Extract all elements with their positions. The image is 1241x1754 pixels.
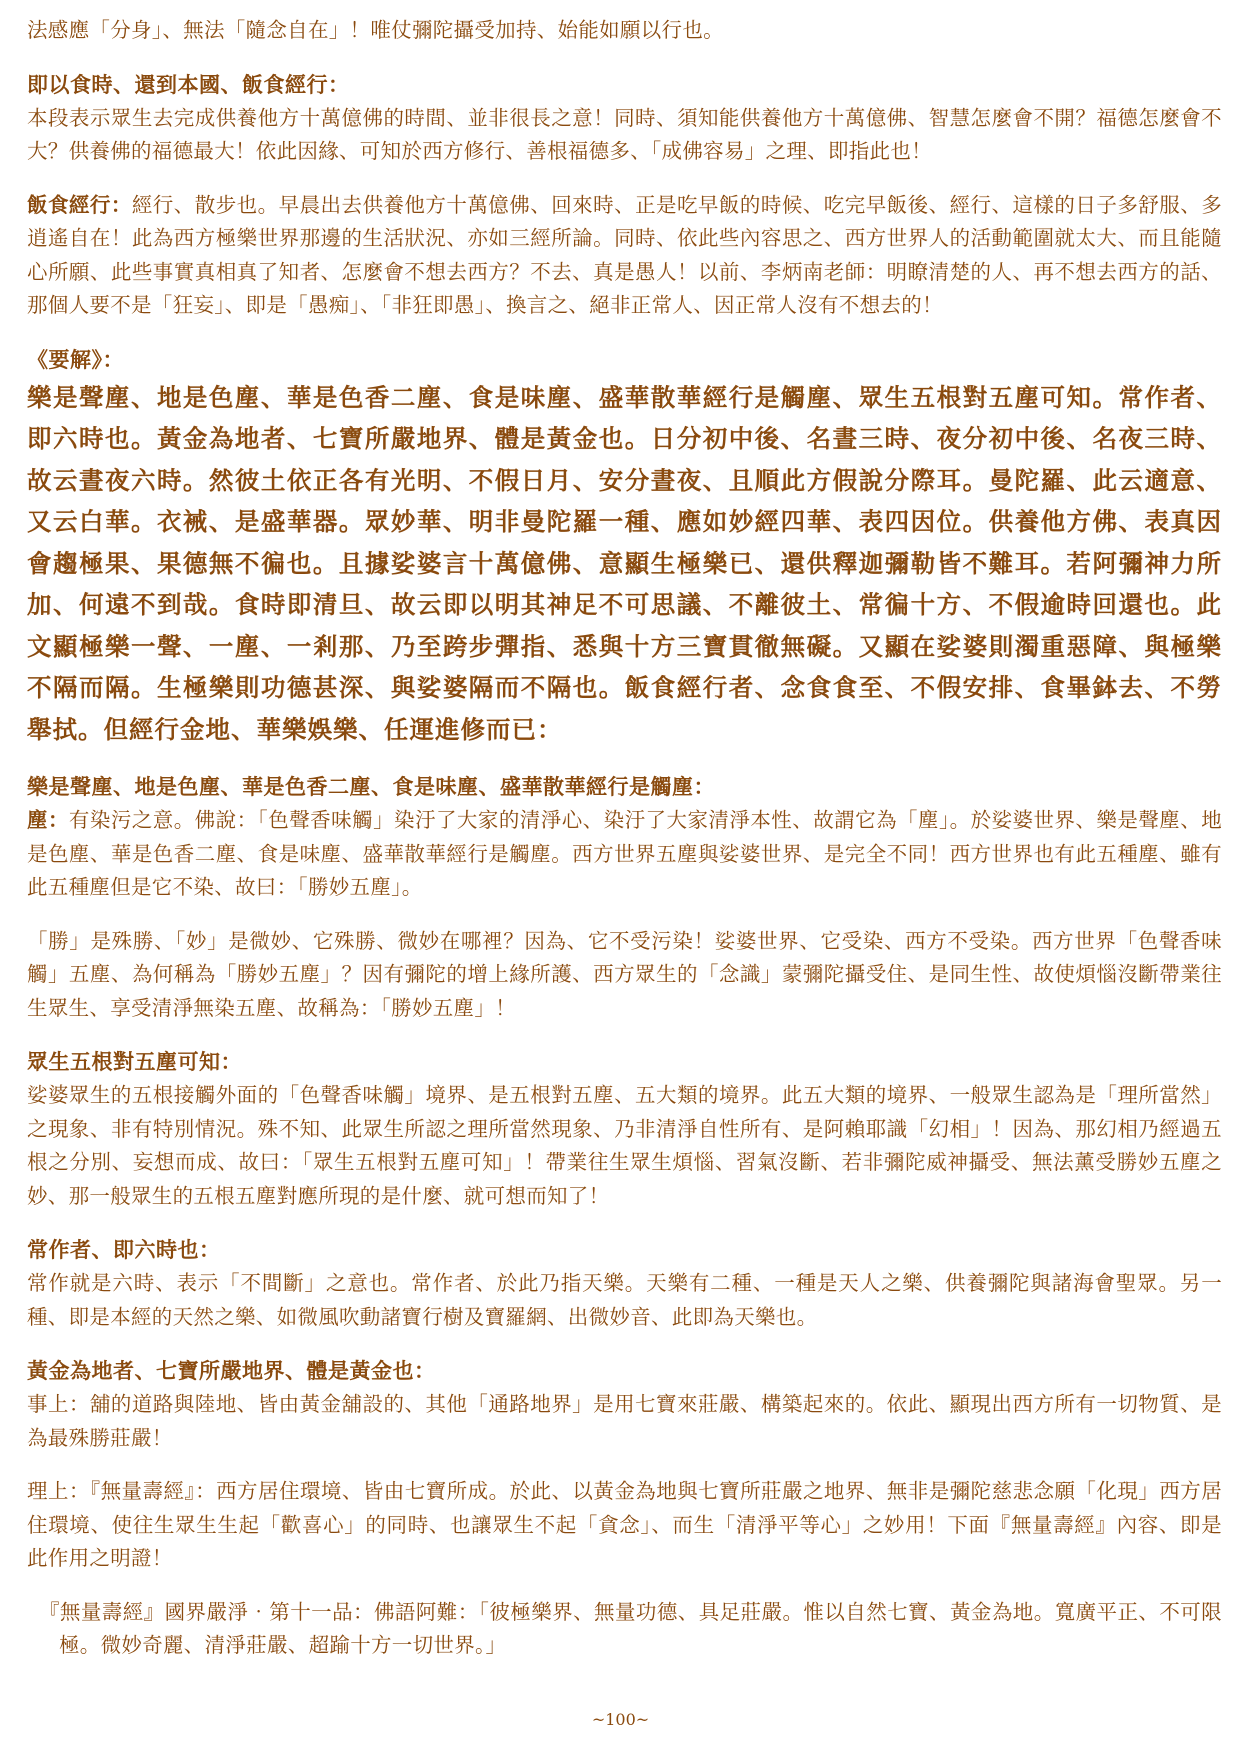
section-heading-golden-ground: 黃金為地者、七寶所嚴地界、體是黃金也：: [27, 1358, 436, 1383]
paragraph-principle-aspect: 理上：『無量壽經』：西方居住環境、皆由七寶所成。於此、以黃金為地與七寶所莊嚴之地界、無非是彌陀慈悲念願「化現」西方居住環境、使往生眾生生起「歡喜心」的同時、也讓眾生不起「貪念」、而生「清淨平等心」之妙用！下面『無量壽經』內容、即是此作用之明證！: [27, 1479, 1222, 1570]
section-heading-five-dusts: 樂是聲塵、地是色塵、華是色香二塵、食是味塵、盛華散華經行是觸塵：: [27, 774, 715, 799]
paragraph-intro: 法感應「分身」、無法「隨念自在」！唯仗彌陀攝受加持、始能如願以行也。: [27, 18, 724, 42]
term-label: 塵：: [27, 808, 69, 832]
paragraph-offering-time: 本段表示眾生去完成供養他方十萬億佛的時間、並非很長之意！同時、須知能供養他方十萬億佛、智慧怎麼會不開？福德怎麼會不大？供養佛的福德最大！依此因緣、可知於西方修行、善根福德多、「成佛容易」之理、即指此也！: [27, 105, 1222, 163]
section-heading-five-roots: 眾生五根對五塵可知：: [27, 1049, 242, 1074]
paragraph-five-roots: 娑婆眾生的五根接觸外面的「色聲香味觸」境界、是五根對五塵、五大類的境界。此五大類的境界、一般眾生認為是「理所當然」之現象、非有特別情況。殊不知、此眾生所認之理所當然現象、乃非清淨自性所有、是阿賴耶識「幻相」！因為、那幻相乃經過五根之分別、妄想而成、故曰：「眾生五根對五塵可知」！帶業往生眾生煩惱、習氣沒斷、若非彌陀威神攝受、無法薰受勝妙五塵之妙、那一般眾生的五根五塵對應所現的是什麼、就可想而知了！: [27, 1083, 1222, 1208]
commentary-text: 樂是聲塵、地是色塵、華是色香二塵、食是味塵、盛華散華經行是觸塵、眾生五根對五塵可知。常作者、即六時也。黃金為地者、七寶所嚴地界、體是黃金也。日分初中後、名晝三時、夜分初中後、名夜三時、故云晝夜六時。然彼土依正各有光明、不假日月、安分晝夜、且順此方假說分際耳。曼陀羅、此云適意、又云白華。衣裓、是盛華器。眾妙華、明非曼陀羅一種、應如妙經四華、表四因位。供養他方佛、表真因會趨極果、果德無不徧也。且據娑婆言十萬億佛、意顯生極樂已、還供釋迦彌勒皆不難耳。若阿彌神力所加、何遠不到哉。食時即清旦、故云即以明其神足不可思議、不離彼土、常徧十方、不假逾時回還也。此文顯極樂一聲、一塵、一剎那、乃至跨步彈指、悉與十方三寶貫徹無礙。又顯在娑婆則濁重惡障、與極樂不隔而隔。生極樂則功德甚深、與娑婆隔而不隔也。飯食經行者、念食食至、不假安排、食畢鉢去、不勞舉拭。但經行金地、華樂娛樂、任運進修而已：: [27, 382, 1222, 744]
term-label: 飯食經行：: [27, 192, 132, 217]
term-body: 經行、散步也。早晨出去供養他方十萬億佛、回來時、正是吃早飯的時候、吃完早飯後、經行、這樣的日子多舒服、多逍遙自在！此為西方極樂世界那邊的生活狀況、亦如三經所論。同時、依此些內容思之、西方世界人的活動範圍就太大、而且能隨心所願、此些事實真相真了知者、怎麼會不想去西方？不去、真是愚人！以前、李炳南老師：明瞭清楚的人、再不想去西方的話、那個人要不是「狂妄」、即是「愚痴」、「非狂即愚」、換言之、絕非正常人、因正常人沒有不想去的！: [27, 192, 1222, 317]
section-heading-six-periods: 常作者、即六時也：: [27, 1237, 221, 1262]
page-number: ~100~: [591, 1710, 650, 1729]
sutra-quotation: 『無量壽經』國界嚴淨‧第十一品：佛語阿難：「彼極樂界、無量功德、具足莊嚴。惟以自然七寶、黃金為地。寬廣平正、不可限極。微妙奇麗、清淨莊嚴、超踰十方一切世界。」: [39, 1599, 1222, 1657]
document-page: [27, 14, 1222, 1663]
paragraph-wondrous-dusts: 「勝」是殊勝、「妙」是微妙、它殊勝、微妙在哪裡？因為、它不受污染！娑婆世界、它受染、西方不受染。西方世界「色聲香味觸」五塵、為何稱為「勝妙五塵」？因有彌陀的增上緣所護、西方眾生的「念識」蒙彌陀攝受住、是同生性、故使煩惱沒斷帶業往生眾生、享受清淨無染五塵、故稱為：「勝妙五塵」！: [27, 928, 1222, 1020]
paragraph-walking-meditation: [27, 189, 1222, 323]
term-body: 有染污之意。佛說：「色聲香味觸」染汙了大家的清淨心、染汙了大家清淨本性、故謂它為「塵」。於娑婆世界、樂是聲塵、地是色塵、華是色香二塵、食是味塵、盛華散華經行是觸塵。西方世界五塵與娑婆世界、是完全不同！西方世界也有此五種塵、雖有此五種塵但是它不染、故曰：「勝妙五塵」。: [27, 808, 1222, 899]
section-heading-commentary: 《要解》：: [27, 346, 124, 372]
section-heading-meal-time: 即以食時、還到本國、飯食經行：: [27, 71, 350, 97]
paragraph-heavenly-music: 常作就是六時、表示「不間斷」之意也。常作者、於此乃指天樂。天樂有二種、一種是天人之樂、供養彌陀與諸海會聖眾。另一種、即是本經的天然之樂、如微風吹動諸寶行樹及寶羅網、出微妙音、此即為天樂也。: [27, 1271, 1222, 1329]
paragraph-dust-definition: [27, 804, 1222, 905]
paragraph-phenomenal-aspect: 事上：舖的道路與陸地、皆由黃金舖設的、其他「通路地界」是用七寶來莊嚴、構築起來的。依此、顯現出西方所有一切物質、是為最殊勝莊嚴！: [27, 1392, 1222, 1450]
